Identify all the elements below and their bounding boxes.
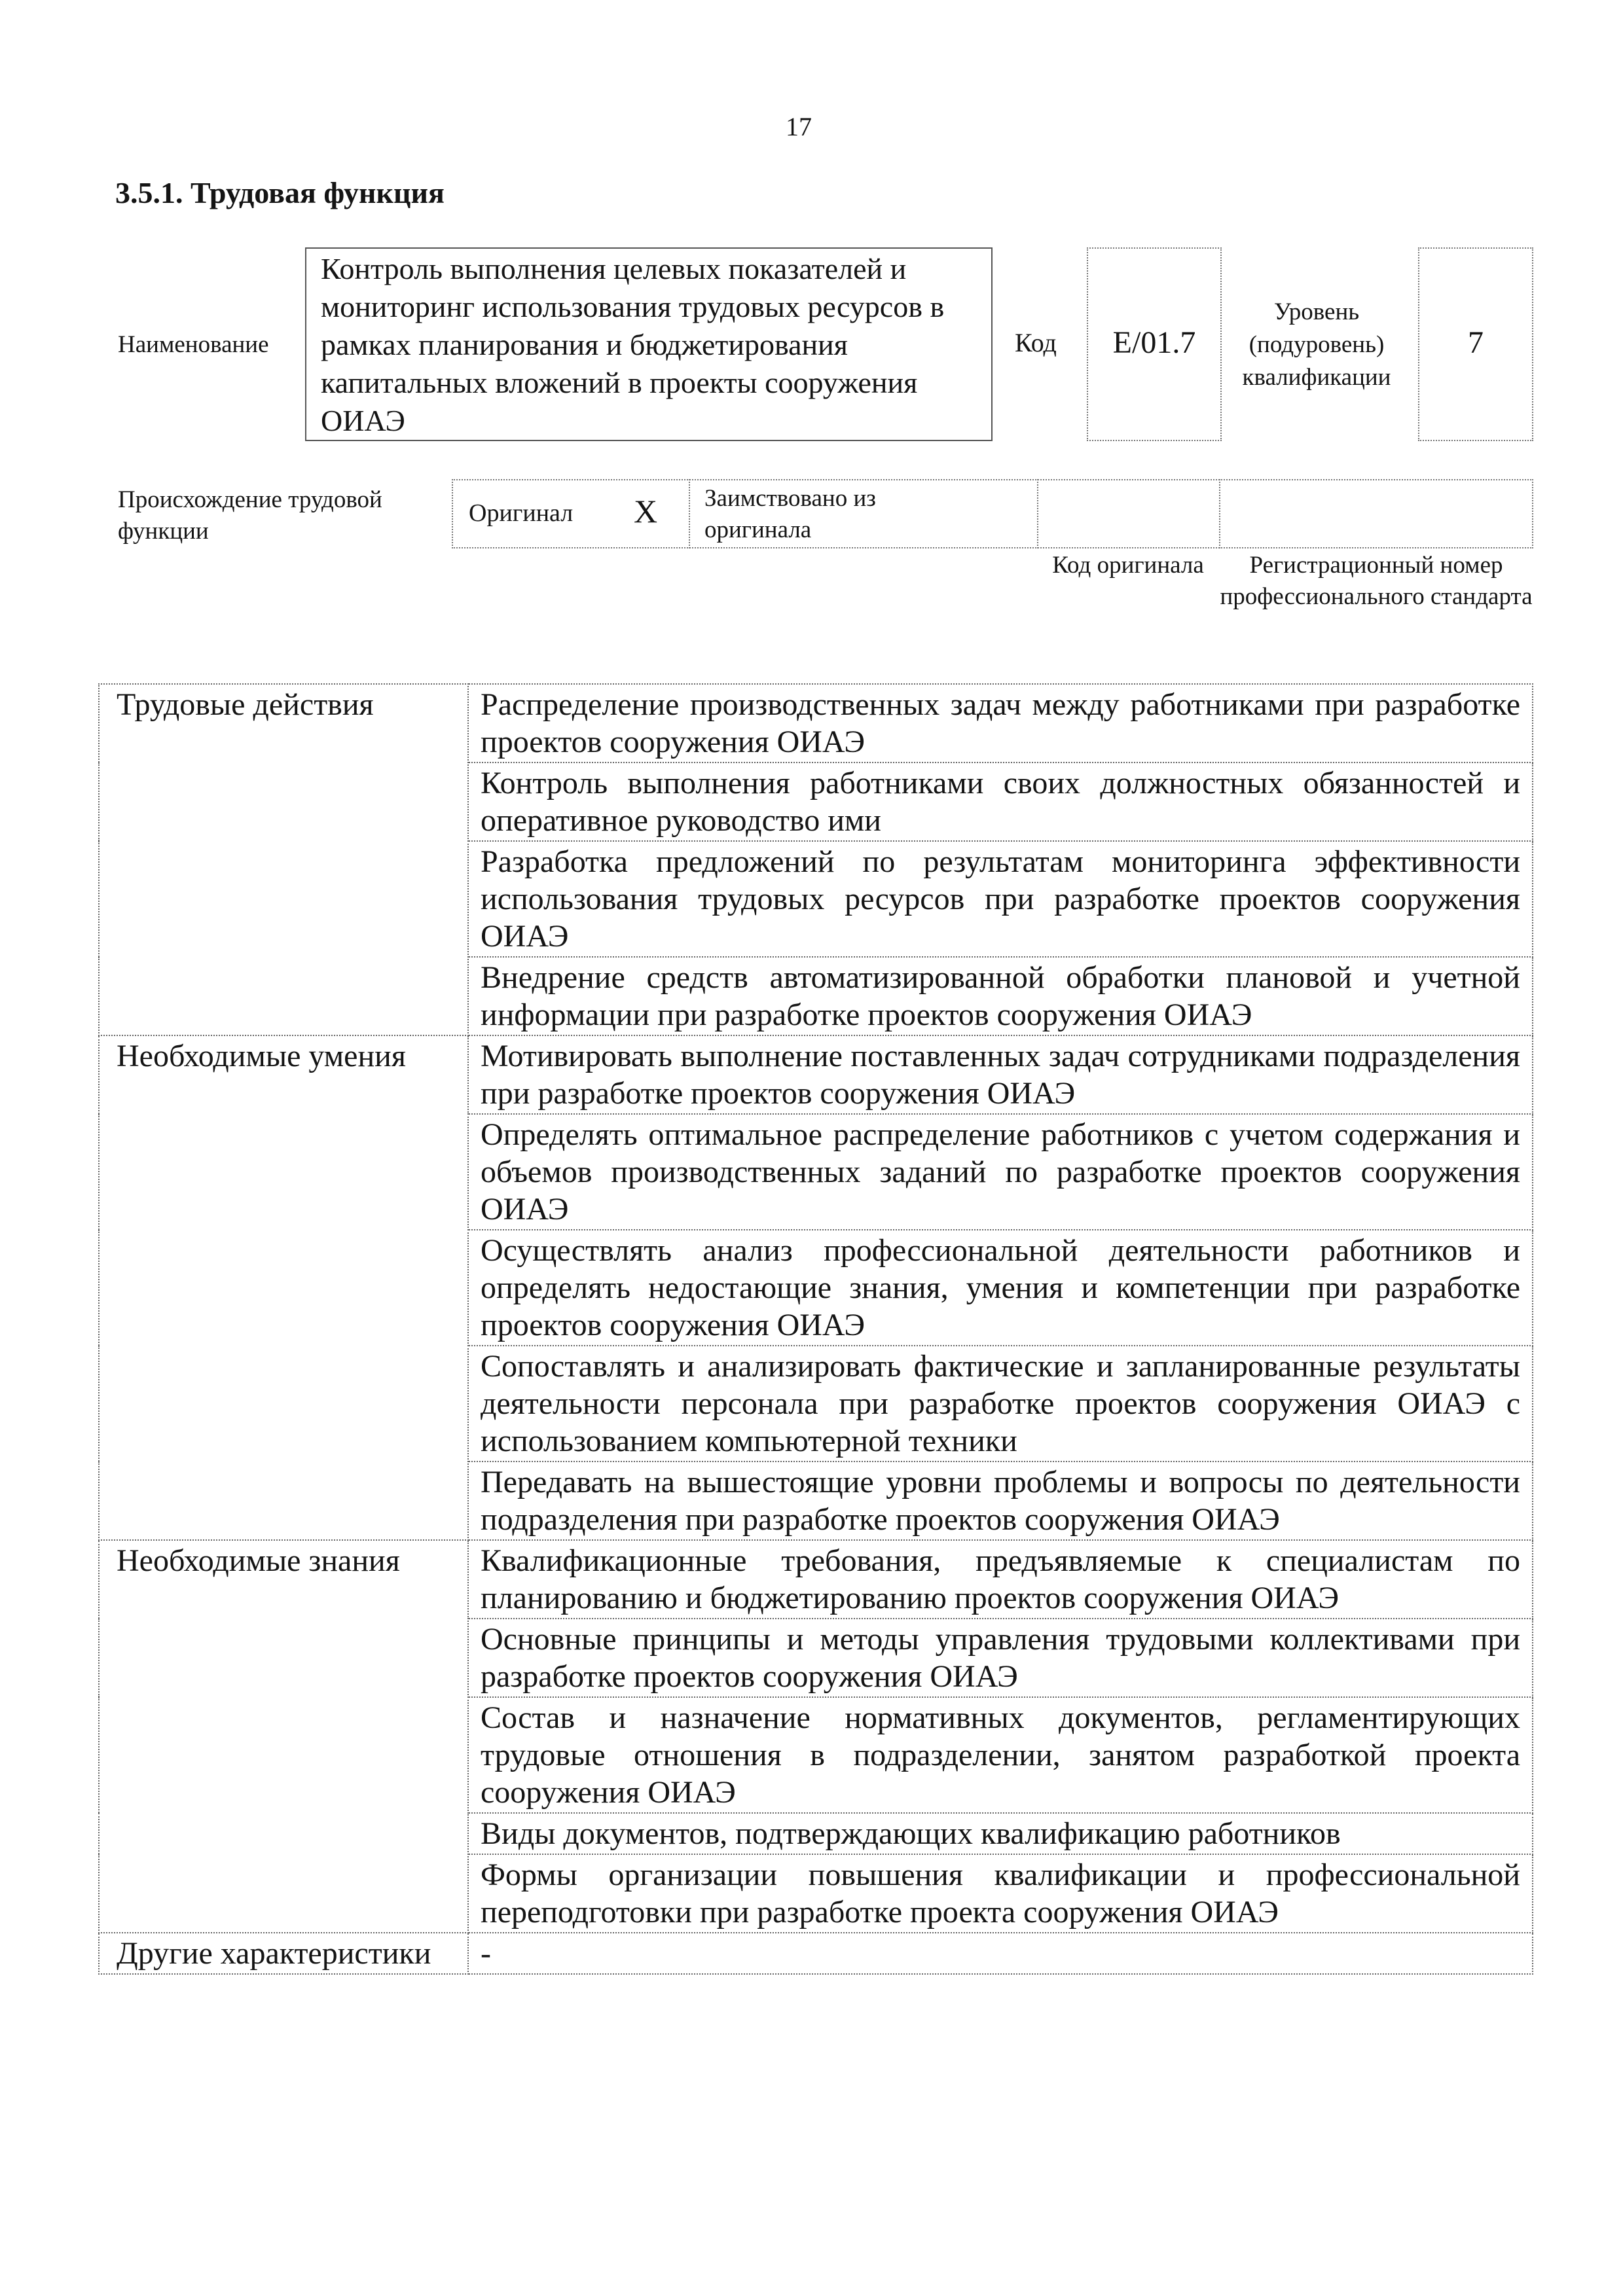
section-category: Необходимые знания <box>99 1540 468 1933</box>
function-table <box>98 683 1533 1975</box>
name-value: Контроль выполнения целевых показателей и мониторинг использования трудовых ресурсов в рамках планирования и бюджетирования капитальных вложений в проекты сооружения ОИАЭ <box>321 252 945 437</box>
code-value: E/01.7 <box>1112 325 1196 360</box>
section-item: Основные принципы и методы управления трудовыми коллективами при разработке проектов сооружения ОИАЭ <box>468 1619 1533 1697</box>
code-original-caption: Код оригинала <box>1052 552 1204 579</box>
section-item: Сопоставлять и анализировать фактические и запланированные результаты деятельности персонала при разработке проектов сооружения ОИАЭ с использованием компьютерной техники <box>468 1346 1533 1462</box>
section-item: Распределение производственных задач между работниками при разработке проектов сооружения ОИАЭ <box>468 684 1533 762</box>
origin-divider <box>689 479 690 548</box>
section-title: 3.5.1. Трудовая функция <box>115 176 445 209</box>
reg-number-caption: Регистрационный номер профессионального стандарта <box>1220 552 1533 610</box>
section-category: Другие характеристики <box>99 1933 468 1974</box>
origin-divider <box>1219 479 1220 548</box>
section-item: Квалификационные требования, предъявляемые к специалистам по планированию и бюджетированию проектов сооружения ОИАЭ <box>468 1540 1533 1619</box>
section-item: Внедрение средств автоматизированной обработки плановой и учетной информации при разработке проектов сооружения ОИАЭ <box>468 957 1533 1035</box>
table-row <box>99 684 1533 762</box>
original-mark: X <box>634 493 658 529</box>
origin-divider <box>1037 479 1038 548</box>
borrowed-label: Заимствовано из оригинала <box>704 485 876 543</box>
original-label: Оригинал <box>469 499 574 527</box>
origin-box <box>452 479 1533 548</box>
origin-label: Происхождение трудовой функции <box>118 486 382 545</box>
level-value: 7 <box>1468 325 1484 360</box>
section-item: Контроль выполнения работниками своих должностных обязанностей и оперативное руководство ими <box>468 762 1533 841</box>
page-number: 17 <box>786 112 812 141</box>
name-label: Наименование <box>118 331 269 358</box>
table-row <box>99 1540 1533 1619</box>
section-item: Формы организации повышения квалификации и профессиональной переподготовки при разработке проекта сооружения ОИАЭ <box>468 1854 1533 1933</box>
section-item: - <box>468 1933 1533 1974</box>
section-item: Осуществлять анализ профессиональной деятельности работников и определять недостающие знания, умения и компетенции при разработке проектов сооружения ОИАЭ <box>468 1230 1533 1346</box>
section-item: Определять оптимальное распределение работников с учетом содержания и объемов производственных заданий по разработке проектов сооружения ОИАЭ <box>468 1114 1533 1230</box>
table-row <box>99 1933 1533 1974</box>
section-item: Мотивировать выполнение поставленных задач сотрудниками подразделения при разработке проектов сооружения ОИАЭ <box>468 1035 1533 1114</box>
section-item: Виды документов, подтверждающих квалификацию работников <box>468 1813 1533 1854</box>
section-item: Передавать на вышестоящие уровни проблемы и вопросы по деятельности подразделения при разработке проектов сооружения ОИАЭ <box>468 1462 1533 1540</box>
table-row <box>99 1035 1533 1114</box>
section-category: Необходимые умения <box>99 1035 468 1540</box>
section-item: Разработка предложений по результатам мониторинга эффективности использования трудовых ресурсов при разработке проектов сооружения ОИАЭ <box>468 841 1533 957</box>
section-category: Трудовые действия <box>99 684 468 1035</box>
section-item: Состав и назначение нормативных документов, регламентирующих трудовые отношения в подразделении, занятом разработкой проекта сооружения ОИАЭ <box>468 1697 1533 1813</box>
code-label: Код <box>1015 328 1057 357</box>
level-label: Уровень (подуровень) квалификации <box>1242 298 1391 391</box>
